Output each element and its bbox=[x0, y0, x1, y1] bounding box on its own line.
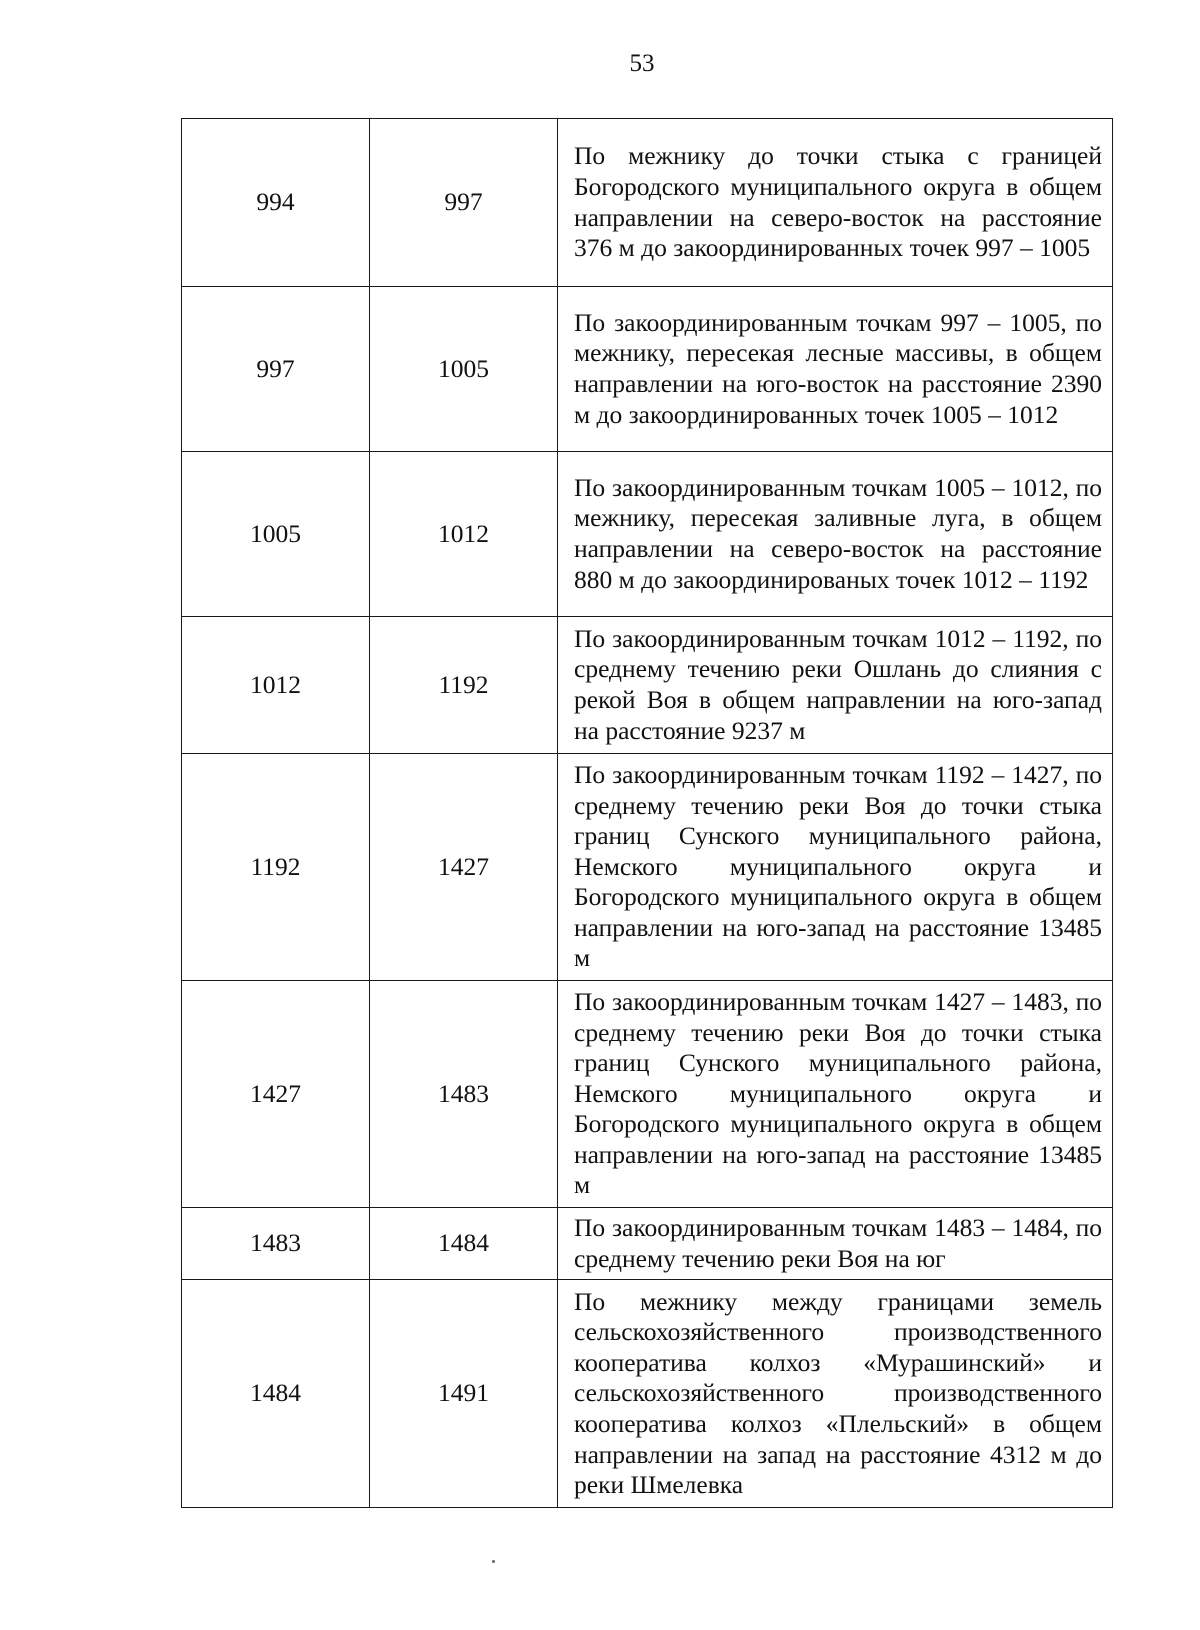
table-row bbox=[182, 754, 1113, 981]
start-point-cell: 1192 bbox=[182, 754, 370, 981]
start-point-cell: 994 bbox=[182, 119, 370, 287]
table-row bbox=[182, 119, 1113, 287]
start-point-cell: 1427 bbox=[182, 981, 370, 1208]
scan-speck bbox=[492, 1560, 495, 1563]
boundary-description-cell: По закоординированным точкам 1192 – 1427, по среднему течению реки Воя до точки стыка границ Сунского муниципального района, Немского муниципального округа и Богородского муниципального округа в общем направлении на юго-запад на расстояние 13485 м bbox=[558, 754, 1113, 981]
start-point-cell: 1012 bbox=[182, 617, 370, 754]
start-point-cell: 1005 bbox=[182, 452, 370, 617]
boundary-description-cell: По закоординированным точкам 1427 – 1483, по среднему течению реки Воя до точки стыка границ Сунского муниципального района, Немского муниципального округа и Богородского муниципального округа в общем направлении на юго-запад на расстояние 13485 м bbox=[558, 981, 1113, 1208]
boundary-description-cell: По межнику до точки стыка с границей Богородского муниципального округа в общем направлении на северо-восток на расстояние 376 м до закоординированных точек 997 – 1005 bbox=[558, 119, 1113, 287]
table-row bbox=[182, 1208, 1113, 1280]
boundary-description-cell: По закоординированным точкам 1483 – 1484, по среднему течению реки Воя на юг bbox=[558, 1208, 1113, 1280]
boundary-description-table bbox=[181, 118, 1113, 1508]
end-point-cell: 1483 bbox=[370, 981, 558, 1208]
end-point-cell: 1484 bbox=[370, 1208, 558, 1280]
page-number: 53 bbox=[629, 50, 655, 77]
table-row bbox=[182, 617, 1113, 754]
boundary-description-cell: По закоординированным точкам 1012 – 1192, по среднему течению реки Ошлань до слияния с рекой Воя в общем направлении на юго-запад на расстояние 9237 м bbox=[558, 617, 1113, 754]
table-row bbox=[182, 287, 1113, 452]
table-row bbox=[182, 1280, 1113, 1508]
start-point-cell: 1484 bbox=[182, 1280, 370, 1508]
boundary-description-cell: По закоординированным точкам 1005 – 1012, по межнику, пересекая заливные луга, в общем направлении на северо-восток на расстояние 880 м до закоординированых точек 1012 – 1192 bbox=[558, 452, 1113, 617]
end-point-cell: 1427 bbox=[370, 754, 558, 981]
end-point-cell: 997 bbox=[370, 119, 558, 287]
boundary-description-cell: По закоординированным точкам 997 – 1005, по межнику, пересекая лесные массивы, в общем направлении на юго-восток на расстояние 2390 м до закоординированных точек 1005 – 1012 bbox=[558, 287, 1113, 452]
end-point-cell: 1005 bbox=[370, 287, 558, 452]
boundary-description-cell: По межнику между границами земель сельскохозяйственного производственного кооператива колхоз «Мурашинский» и сельскохозяйственного производственного кооператива колхоз «Плельский» в общем направлении на запад на расстояние 4312 м до реки Шмелевка bbox=[558, 1280, 1113, 1508]
end-point-cell: 1192 bbox=[370, 617, 558, 754]
end-point-cell: 1012 bbox=[370, 452, 558, 617]
table-row bbox=[182, 452, 1113, 617]
table-row bbox=[182, 981, 1113, 1208]
start-point-cell: 1483 bbox=[182, 1208, 370, 1280]
start-point-cell: 997 bbox=[182, 287, 370, 452]
end-point-cell: 1491 bbox=[370, 1280, 558, 1508]
